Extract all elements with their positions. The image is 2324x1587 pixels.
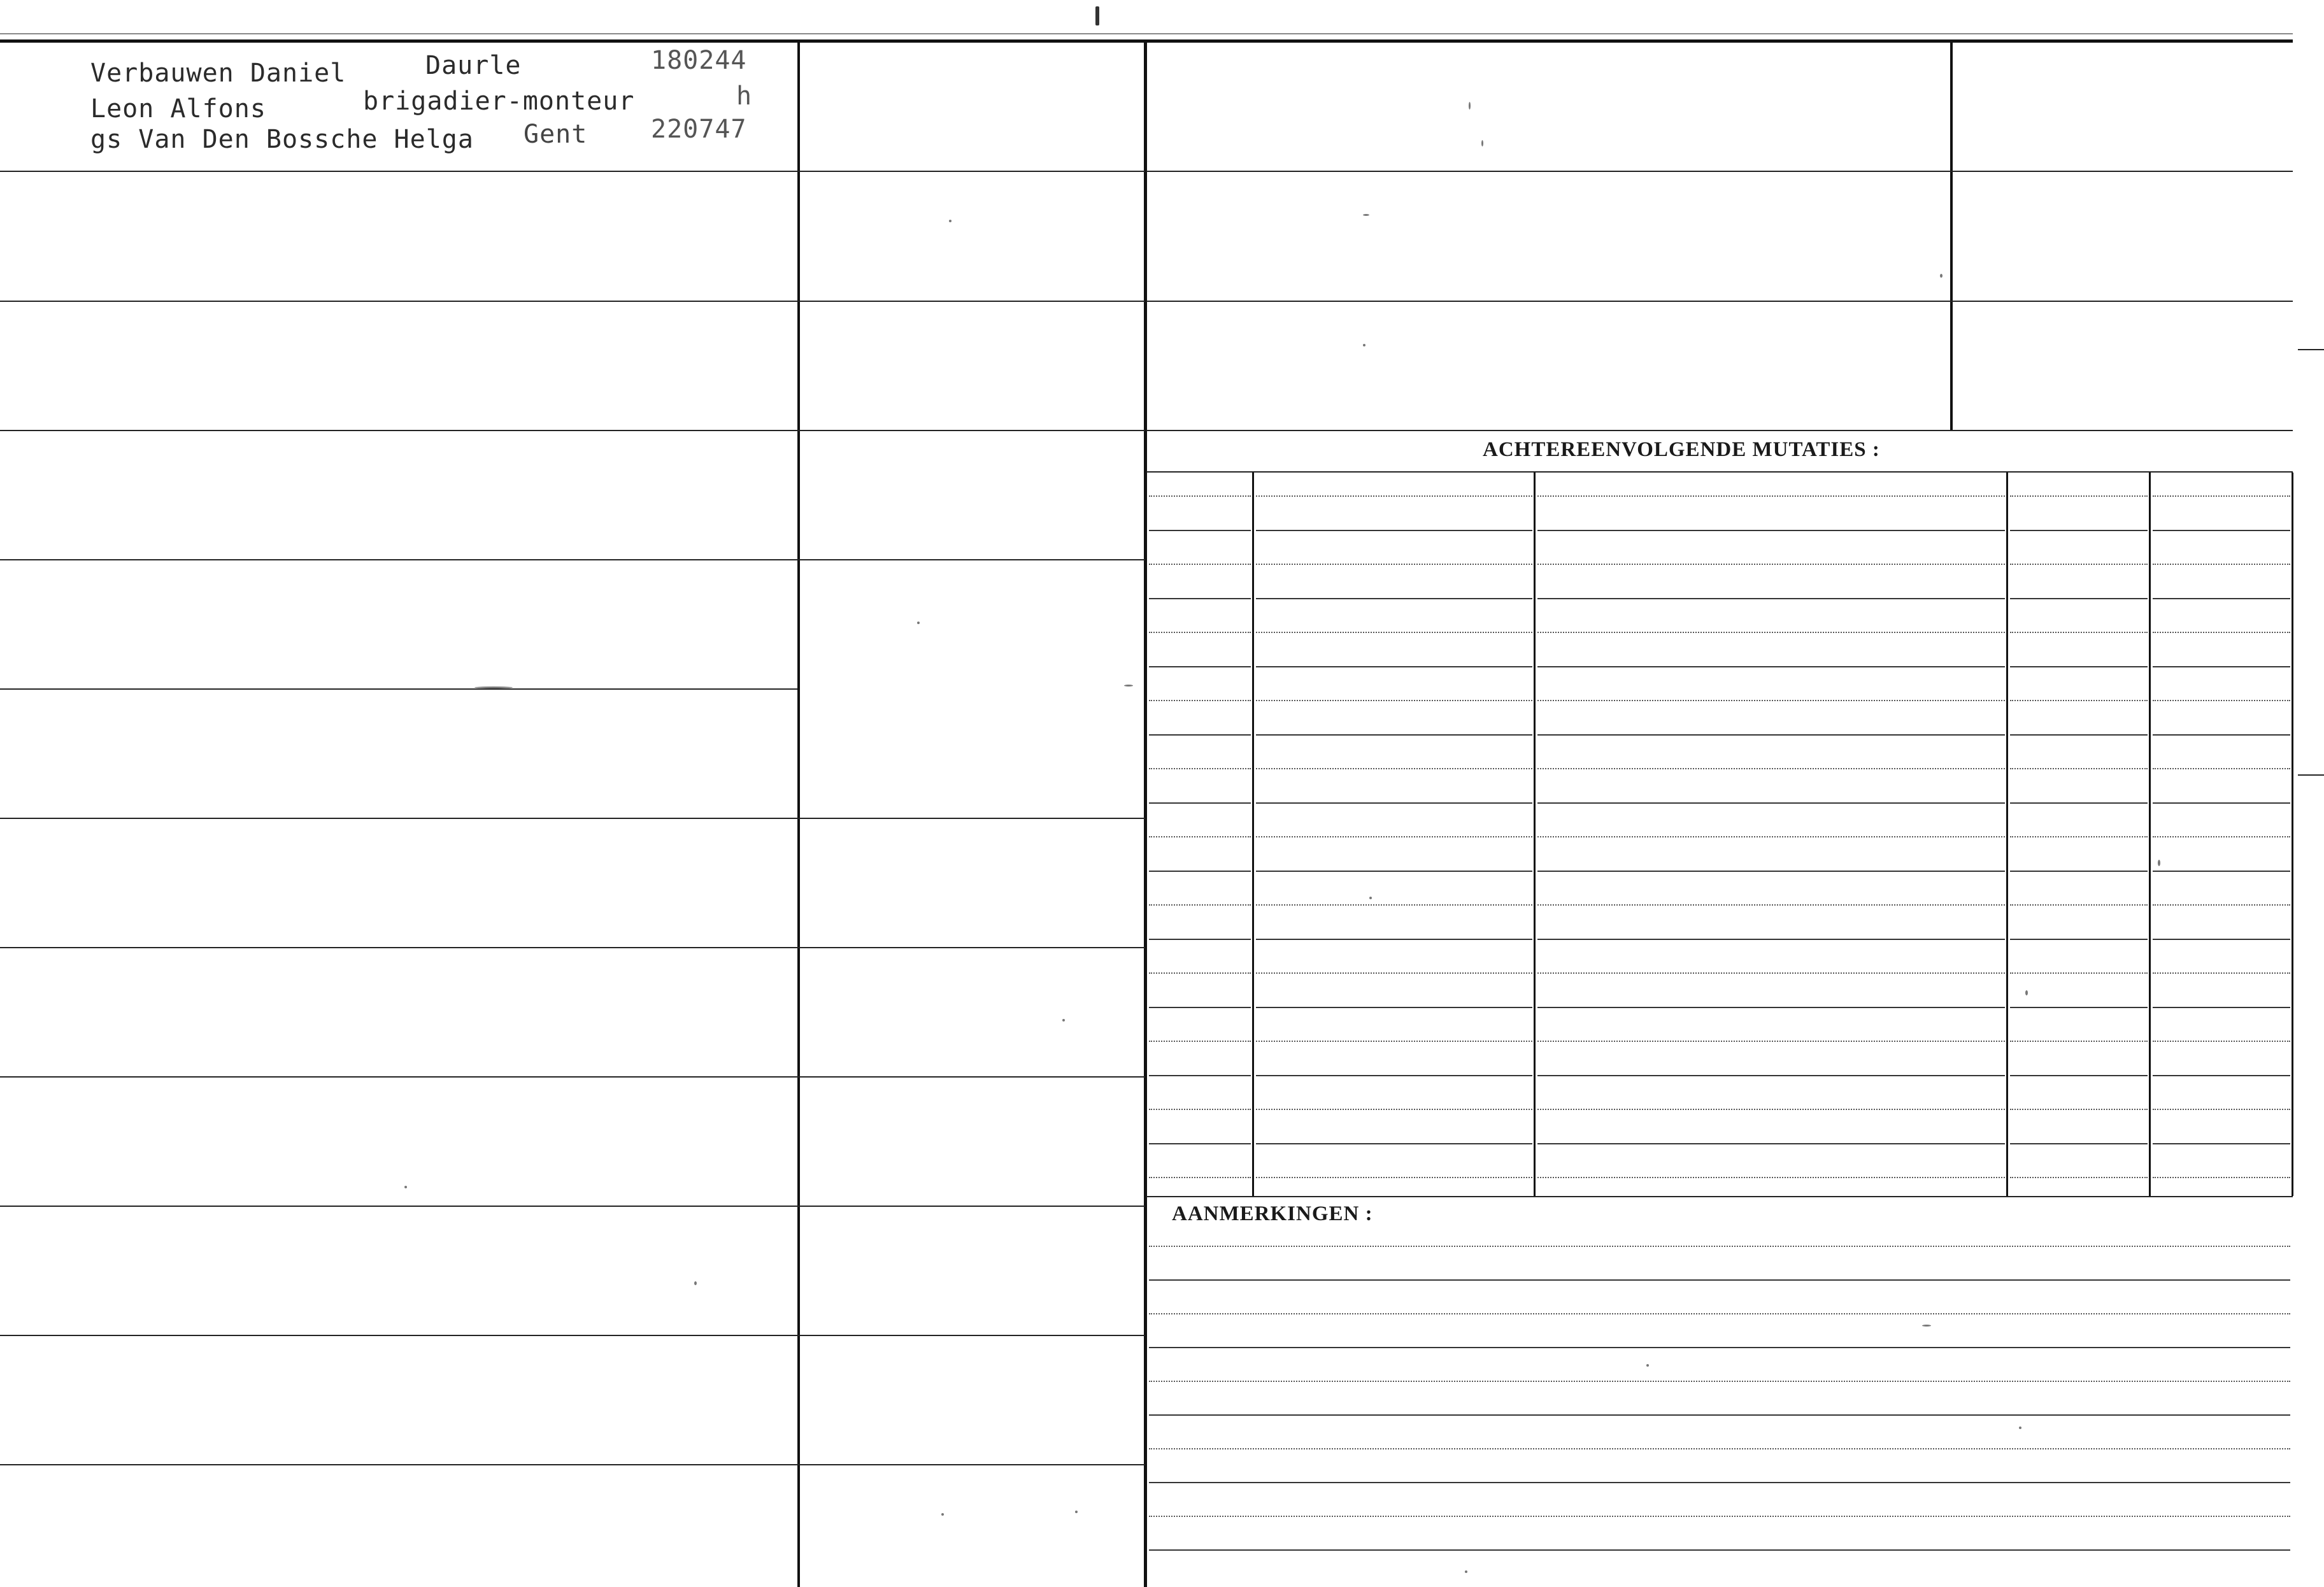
mutation-row-rule bbox=[1149, 1143, 1251, 1144]
mutation-row-rule bbox=[2153, 1007, 2290, 1008]
mutation-row-dotted bbox=[1537, 768, 2005, 769]
record-name: Verbauwen Daniel bbox=[90, 59, 346, 88]
remark-row-dotted bbox=[1149, 1448, 2290, 1449]
mutation-row-dotted bbox=[1256, 564, 1532, 565]
mutation-row-dotted bbox=[1256, 1177, 1532, 1178]
record-spouse: gs Van Den Bossche Helga bbox=[90, 125, 474, 154]
mutation-row-rule bbox=[1149, 802, 1251, 804]
mutation-row-dotted bbox=[2010, 700, 2148, 701]
remark-row-dotted bbox=[1149, 1516, 2290, 1517]
right-margin-mark bbox=[2298, 349, 2324, 350]
mutation-row-dotted bbox=[2153, 1177, 2290, 1178]
mutation-row-dotted bbox=[1537, 632, 2005, 633]
mutation-row-dotted bbox=[1149, 1177, 1251, 1178]
mutation-row-rule bbox=[1149, 871, 1251, 872]
mutation-row-dotted bbox=[1149, 700, 1251, 701]
mutation-row-rule bbox=[1537, 1143, 2005, 1144]
mutation-row-rule bbox=[1149, 598, 1251, 599]
column-divider-left bbox=[797, 43, 800, 1587]
mutation-row-dotted bbox=[2153, 700, 2290, 701]
mutation-row-dotted bbox=[1256, 972, 1532, 974]
mutation-row-rule bbox=[1537, 530, 2005, 531]
mutation-row-dotted bbox=[2153, 1041, 2290, 1042]
remark-row-dotted bbox=[1149, 1381, 2290, 1382]
mutation-row-dotted bbox=[1537, 904, 2005, 906]
mutation-row-dotted bbox=[1256, 632, 1532, 633]
mutation-row-rule bbox=[1256, 666, 1532, 667]
mutation-row-dotted bbox=[1149, 632, 1251, 633]
mutation-row-dotted bbox=[1149, 1109, 1251, 1110]
mutation-row-dotted bbox=[1256, 904, 1532, 906]
mutation-row-rule bbox=[1149, 666, 1251, 667]
mutation-row-rule bbox=[1149, 530, 1251, 531]
mutation-row-dotted bbox=[2153, 632, 2290, 633]
mutation-row-dotted bbox=[2153, 768, 2290, 769]
top-edge-line bbox=[0, 33, 2293, 34]
mutation-row-dotted bbox=[2153, 836, 2290, 837]
mutation-row-dotted bbox=[2010, 972, 2148, 974]
mutation-row-rule bbox=[2010, 666, 2148, 667]
mutation-row-dotted bbox=[2010, 495, 2148, 497]
mutation-row-rule bbox=[1537, 734, 2005, 736]
remark-row-rule bbox=[1149, 1347, 2290, 1348]
mutation-row-rule bbox=[1537, 802, 2005, 804]
mutation-row-dotted bbox=[1537, 495, 2005, 497]
mutation-row-dotted bbox=[1537, 972, 2005, 974]
mutation-row-dotted bbox=[2010, 768, 2148, 769]
mutation-row-rule bbox=[1256, 939, 1532, 940]
mutation-row-dotted bbox=[1256, 768, 1532, 769]
remark-row-rule bbox=[1149, 1549, 2290, 1551]
mutation-row-dotted bbox=[1537, 836, 2005, 837]
mutation-row-rule bbox=[1256, 871, 1532, 872]
right-margin-mark bbox=[2298, 774, 2324, 776]
mutation-row-rule bbox=[2010, 939, 2148, 940]
mutation-row-dotted bbox=[1149, 495, 1251, 497]
mutation-row-rule bbox=[1149, 1075, 1251, 1076]
remark-row-rule bbox=[1149, 1414, 2290, 1416]
mutation-row-dotted bbox=[1256, 700, 1532, 701]
mutation-row-dotted bbox=[2010, 1177, 2148, 1178]
mutation-row-dotted bbox=[1537, 700, 2005, 701]
remark-row-rule bbox=[1149, 1482, 2290, 1483]
mutation-row-rule bbox=[2010, 734, 2148, 736]
mutation-row-dotted bbox=[1149, 768, 1251, 769]
mutation-row-dotted bbox=[1256, 1041, 1532, 1042]
mutation-row-dotted bbox=[1149, 564, 1251, 565]
mutation-row-dotted bbox=[1149, 1041, 1251, 1042]
mutation-row-dotted bbox=[1149, 904, 1251, 906]
record-mark: h bbox=[736, 82, 753, 111]
mutation-row-dotted bbox=[1149, 836, 1251, 837]
mutation-row-dotted bbox=[1537, 1177, 2005, 1178]
mutation-row-rule bbox=[1256, 1007, 1532, 1008]
mutation-row-rule bbox=[2010, 1143, 2148, 1144]
mutation-row-rule bbox=[2153, 598, 2290, 599]
mutation-row-rule bbox=[2010, 530, 2148, 531]
mutation-row-dotted bbox=[2153, 1109, 2290, 1110]
mutation-row-rule bbox=[2153, 939, 2290, 940]
mutation-row-rule bbox=[1537, 871, 2005, 872]
mutation-row-dotted bbox=[2153, 972, 2290, 974]
mutation-row-dotted bbox=[1149, 972, 1251, 974]
mutation-row-rule bbox=[1149, 1007, 1251, 1008]
mutations-bottom-rule bbox=[1146, 1196, 2293, 1197]
mutation-row-rule bbox=[2010, 598, 2148, 599]
mutation-row-rule bbox=[1256, 598, 1532, 599]
mutation-row-dotted bbox=[1537, 1109, 2005, 1110]
remark-row-dotted bbox=[1149, 1246, 2290, 1247]
mutation-row-rule bbox=[1256, 1075, 1532, 1076]
mutation-row-rule bbox=[2153, 802, 2290, 804]
mutations-heading: ACHTEREENVOLGENDE MUTATIES : bbox=[1483, 438, 1880, 461]
mutation-row-dotted bbox=[2010, 564, 2148, 565]
mutation-row-rule bbox=[2153, 1143, 2290, 1144]
mutation-row-dotted bbox=[2010, 1109, 2148, 1110]
mutation-row-dotted bbox=[2010, 1041, 2148, 1042]
mutation-row-rule bbox=[1537, 666, 2005, 667]
mutation-row-dotted bbox=[1256, 1109, 1532, 1110]
mutation-row-rule bbox=[1256, 802, 1532, 804]
mutation-row-rule bbox=[2153, 530, 2290, 531]
mutation-row-rule bbox=[1149, 939, 1251, 940]
mutation-row-rule bbox=[2153, 734, 2290, 736]
mutation-row-rule bbox=[1537, 1007, 2005, 1008]
mutation-row-dotted bbox=[2153, 564, 2290, 565]
mutation-row-dotted bbox=[1537, 564, 2005, 565]
record-date: 180244 bbox=[651, 46, 747, 75]
mutation-row-rule bbox=[2153, 666, 2290, 667]
mutation-row-rule bbox=[1256, 530, 1532, 531]
mutation-row-dotted bbox=[2010, 836, 2148, 837]
mutation-row-rule bbox=[1537, 598, 2005, 599]
record-occupation: brigadier-monteur bbox=[363, 87, 635, 116]
mutation-row-dotted bbox=[1256, 495, 1532, 497]
remark-row-rule bbox=[1149, 1279, 2290, 1281]
mutation-row-dotted bbox=[1537, 1041, 2005, 1042]
record-given-names: Leon Alfons bbox=[90, 94, 266, 124]
mutation-row-rule bbox=[2153, 871, 2290, 872]
mutation-row-rule bbox=[2153, 1075, 2290, 1076]
mutation-row-dotted bbox=[2153, 495, 2290, 497]
mutation-row-dotted bbox=[1256, 836, 1532, 837]
remark-row-dotted bbox=[1149, 1313, 2290, 1314]
mutation-row-dotted bbox=[2010, 904, 2148, 906]
record-spouse-place: Gent bbox=[524, 120, 588, 149]
mutation-row-rule bbox=[1149, 734, 1251, 736]
mutation-row-rule bbox=[1537, 1075, 2005, 1076]
mutation-row-rule bbox=[1256, 1143, 1532, 1144]
column-divider-right-top bbox=[1950, 43, 1953, 430]
record-spouse-date: 220747 bbox=[651, 115, 747, 144]
mutation-row-rule bbox=[2010, 1075, 2148, 1076]
mutation-row-rule bbox=[1256, 734, 1532, 736]
record-place: Daurle bbox=[425, 51, 522, 80]
mutation-row-rule bbox=[2010, 871, 2148, 872]
mutation-row-rule bbox=[1537, 939, 2005, 940]
mutation-row-dotted bbox=[2153, 904, 2290, 906]
column-divider-middle bbox=[1144, 43, 1147, 1587]
remarks-heading: AANMERKINGEN : bbox=[1172, 1202, 1373, 1225]
mutation-row-dotted bbox=[2010, 632, 2148, 633]
mutation-row-rule bbox=[2010, 1007, 2148, 1008]
mutation-row-rule bbox=[2010, 802, 2148, 804]
